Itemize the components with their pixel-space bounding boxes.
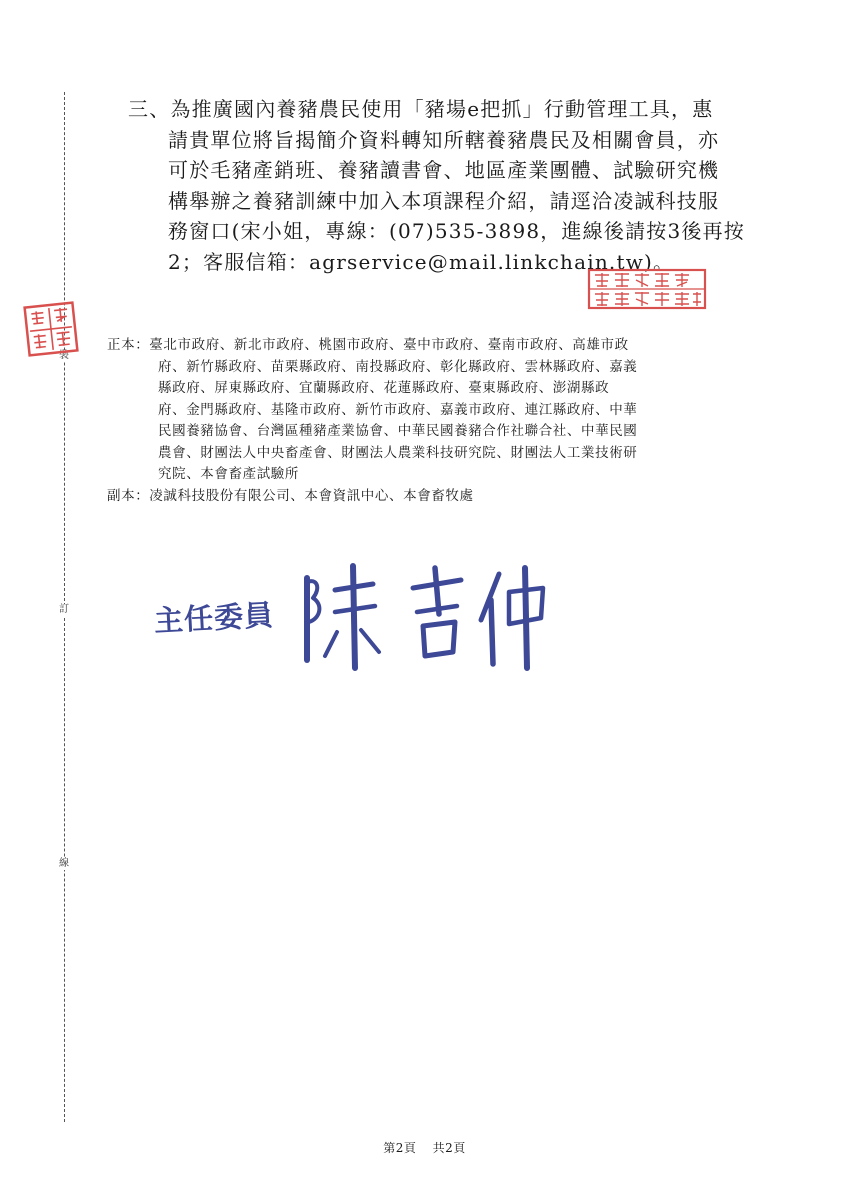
- recipients-main-line: 正本：臺北市政府、新北市政府、桃園市政府、臺中市政府、臺南市政府、高雄市政: [107, 337, 629, 353]
- paragraph-line: 2；客服信箱：agrservice@mail.linkchain.tw)。: [168, 249, 675, 274]
- page-footer: [0, 1139, 849, 1156]
- recipients-main-line: 民國養豬協會、台灣區種豬產業協會、中華民國養豬合作社聯合社、中華民國: [158, 423, 638, 439]
- paragraph-line: 可於毛豬產銷班、養豬讀書會、地區產業團體、試驗研究機: [168, 158, 720, 182]
- recipients-main-line: 府、新竹縣政府、苗栗縣政府、南投縣政府、彰化縣政府、雲林縣政府、嘉義: [158, 358, 638, 375]
- recipients-block: [107, 335, 762, 507]
- binding-char-ding: 訂: [59, 604, 69, 615]
- recipients-main-line: 究院、本會畜產試驗所: [158, 466, 299, 482]
- page-number: 第2頁: [383, 1141, 417, 1155]
- recipients-main-line: 府、金門縣政府、基隆市政府、新竹市政府、嘉義市政府、連江縣政府、中華: [158, 401, 638, 418]
- recipients-cc-line: 副本：凌誠科技股份有限公司、本會資訊中心、本會畜牧處: [107, 487, 474, 504]
- seal-stamp-left: [22, 300, 80, 358]
- handwritten-signature: [295, 560, 555, 675]
- paragraph-line: 務窗口(宋小姐，專線：(07)535-3898，進線後請按3後再按: [168, 219, 746, 243]
- seal-stamp-right: [587, 268, 707, 310]
- recipients-main-line: 農會、財團法人中央畜產會、財團法人農業科技研究院、財團法人工業技術研: [158, 444, 638, 461]
- paragraph-line: 請貴單位將旨揭簡介資料轉知所轄養豬農民及相關會員，亦: [168, 127, 720, 152]
- paragraph-item-3: [128, 94, 788, 277]
- binding-char-xian: 線: [59, 858, 69, 869]
- signature-title: 主任委員: [153, 597, 275, 639]
- paragraph-line: 構舉辦之養豬訓練中加入本項課程介紹，請逕洽凌誠科技服: [168, 188, 720, 213]
- recipients-main-line: 縣政府、屏東縣政府、宜蘭縣政府、花蓮縣政府、臺東縣政府、澎湖縣政: [158, 380, 610, 396]
- paragraph-line: 三、為推廣國內養豬農民使用「豬場e把抓」行動管理工具，惠: [128, 97, 714, 121]
- binding-char-zhuang: 裝: [59, 350, 69, 361]
- page-total: 共2頁: [432, 1141, 466, 1155]
